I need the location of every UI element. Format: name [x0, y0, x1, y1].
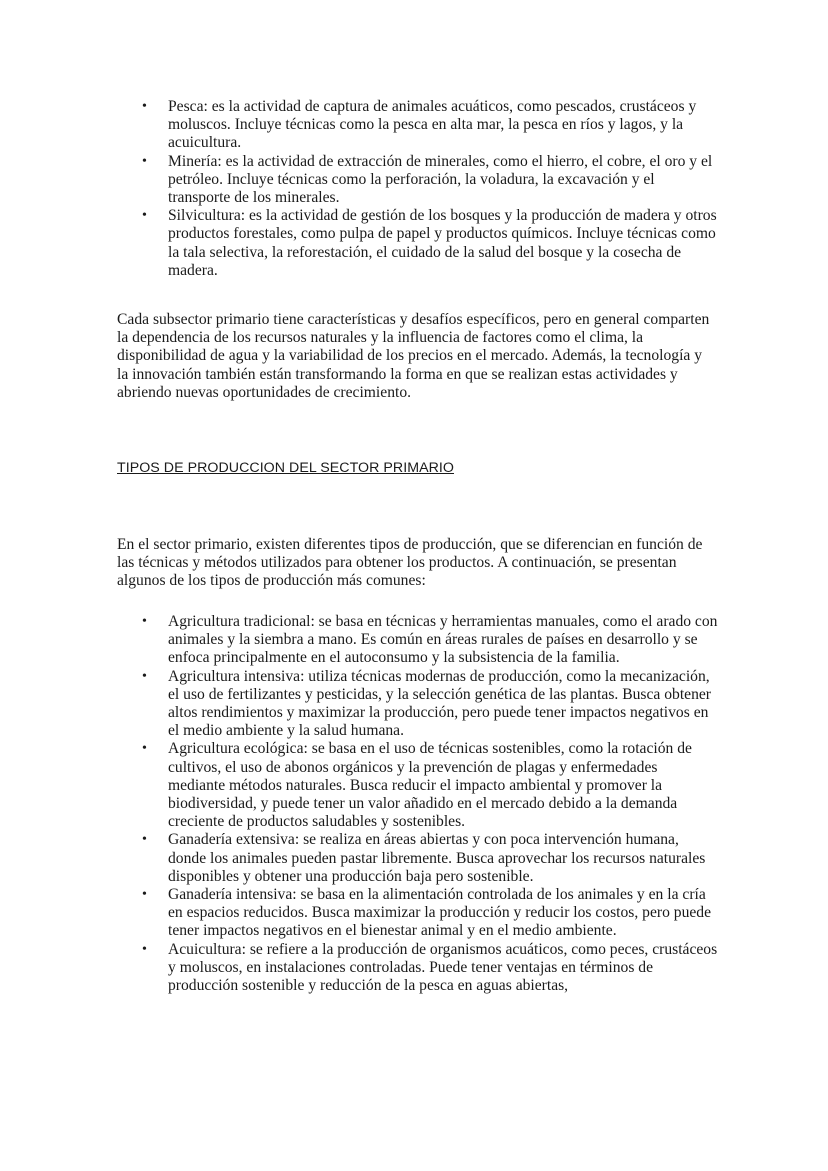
list-item-text: Agricultura intensiva: utiliza técnicas modernas de producción, como la mecanización, el uso de fertilizantes y pesticidas, y la selección genética de las plantas. Busca obtener altos rendimientos y maximizar la producción, pero puede tener impactos negativos en el medio ambiente y la salud humana.: [168, 667, 711, 740]
list-item: [0, 207, 828, 280]
bullet-icon: •: [142, 668, 147, 684]
list-item-text: Ganadería extensiva: se realiza en áreas abiertas y con poca intervención humana, donde los animales pueden pastar libremente. Busca aprovechar los recursos naturales disponibles y obtener una producción baja pero sostenible.: [168, 831, 706, 885]
list-item-text: Minería: es la actividad de extracción de minerales, como el hierro, el cobre, el oro y el petróleo. Incluye técnicas como la perforación, la voladura, la excavación y el transporte de los minerales.: [168, 152, 713, 207]
list-item: [0, 941, 828, 996]
list-item: [0, 831, 828, 886]
list-item: [0, 740, 828, 831]
list-item-text: Agricultura ecológica: se basa en el uso de técnicas sostenibles, como la rotación de cultivos, el uso de abonos orgánicos y la prevención de plagas y enfermedades mediante métodos naturales. Busca reducir el impacto ambiental y promover la biodiversidad, y puede tener un valor añadido en el mercado debido a la demanda creciente de productos saludables y sostenibles.: [168, 740, 692, 831]
bullet-icon: •: [142, 741, 147, 757]
list-item-text: Silvicultura: es la actividad de gestión de los bosques y la producción de madera y otros productos forestales, como pulpa de papel y productos químicos. Incluye técnicas como la tala selectiva, la reforestación, el cuidado de la salud del bosque y la cosecha de madera.: [168, 207, 717, 279]
list-item: [0, 886, 828, 941]
paragraph-subsectors-summary: Cada subsector primario tiene características y desafíos específicos, pero en general comparten la dependencia de los recursos naturales y la influencia de factores como el clima, la disponibilidad de agua y la variabilidad de los precios en el mercado. Además, la tecnología y la innovación también están transformando la forma en que se realizan estas actividades y abriendo nuevas oportunidades de crecimiento.: [117, 311, 710, 401]
bullet-icon: •: [142, 153, 147, 169]
bullet-icon: •: [142, 99, 147, 114]
bullet-icon: •: [142, 941, 147, 957]
list-item-text: Acuicultura: se refiere a la producción de organismos acuáticos, como peces, crustáceos y moluscos, en instalaciones controladas. Puede tener ventajas en términos de producción sostenible y reducción de la pesca en aguas abiertas,: [168, 940, 718, 995]
list-item: [0, 98, 828, 153]
list-item: [0, 668, 828, 741]
list-item: [0, 153, 828, 208]
list-item-text: Ganadería intensiva: se basa en la alimentación controlada de los animales y en la cría en espacios reducidos. Busca maximizar la producción y reducir los costos, pero puede tener impactos negativos en el bienestar animal y en el medio ambiente.: [168, 886, 712, 940]
subsector-list: [0, 98, 828, 280]
bullet-icon: •: [142, 832, 147, 848]
bullet-icon: •: [142, 208, 147, 224]
production-types-list: [0, 613, 828, 995]
list-item-text: Agricultura tradicional: se basa en técnicas y herramientas manuales, como el arado con animales y la siembra a mano. Es común en áreas rurales de países en desarrollo y se enfoca principalmente en el autoconsumo y la subsistencia de la familia.: [168, 613, 718, 667]
section-heading: TIPOS DE PRODUCCION DEL SECTOR PRIMARIO: [117, 460, 454, 476]
bullet-icon: •: [142, 614, 147, 629]
paragraph-production-types-intro: En el sector primario, existen diferentes tipos de producción, que se diferencian en función de las técnicas y métodos utilizados para obtener los productos. A continuación, se presentan algunos de los tipos de producción más comunes:: [117, 536, 703, 590]
list-item-text: Pesca: es la actividad de captura de animales acuáticos, como pescados, crustáceos y moluscos. Incluye técnicas como la pesca en alta mar, la pesca en ríos y lagos, y la acuicultura.: [168, 98, 697, 152]
list-item: [0, 613, 828, 668]
bullet-icon: •: [142, 887, 147, 903]
